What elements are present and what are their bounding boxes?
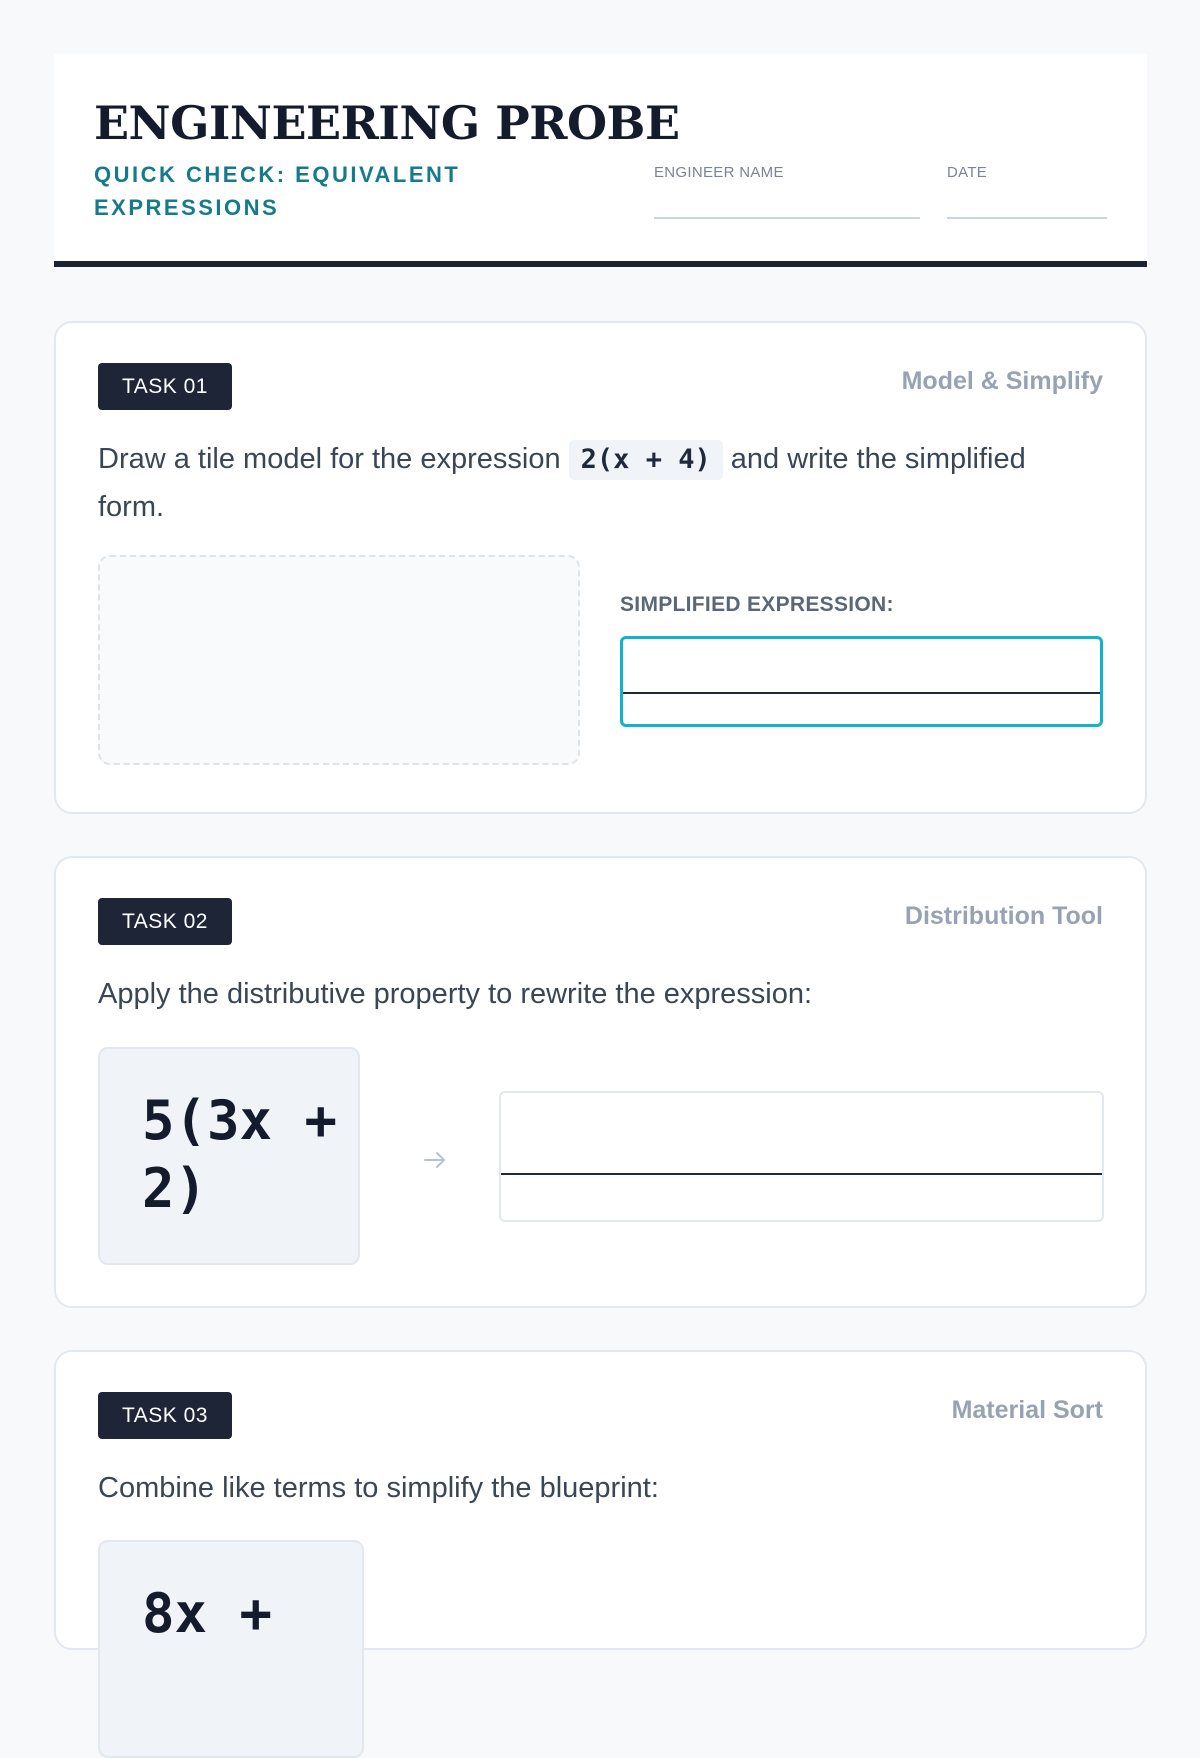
answer-line [623, 692, 1100, 694]
engineer-name-field[interactable] [654, 217, 920, 219]
task-badge: TASK 03 [98, 1392, 232, 1439]
page-title: ENGINEERING PROBE [94, 96, 680, 150]
task-category: Model & Simplify [901, 367, 1103, 395]
task-badge: TASK 02 [98, 898, 232, 945]
expression-text: 5(3x + 2) [142, 1089, 370, 1220]
task-badge: TASK 01 [98, 363, 232, 410]
instruction-text: Draw a tile model for the expression [98, 443, 561, 475]
instruction-text: and write the simplified form. [98, 443, 1026, 523]
engineer-name-label: ENGINEER NAME [654, 164, 784, 181]
page-subtitle: QUICK CHECK: EQUIVALENT EXPRESSIONS [94, 162, 461, 220]
rewritten-expression-input[interactable] [499, 1091, 1104, 1222]
expression-card [98, 1047, 370, 1265]
task-instruction: Combine like terms to simplify the blueprint: [98, 1472, 659, 1504]
task-category: Distribution Tool [904, 902, 1103, 930]
task-card-1 [54, 321, 1147, 814]
worksheet-header [54, 54, 1147, 267]
date-label: DATE [947, 164, 988, 181]
arrow-right-icon [422, 1147, 448, 1173]
task-category: Material Sort [951, 1396, 1103, 1424]
simplified-expression-input[interactable] [620, 636, 1103, 727]
task-card-3 [54, 1350, 1147, 1650]
expression-text: 8x + [142, 1582, 273, 1645]
expression-code: 2(x + 4) [569, 440, 723, 480]
expression-card [98, 1540, 364, 1758]
answer-line [501, 1173, 1102, 1175]
task-instruction [98, 435, 1098, 531]
tile-model-drawing-area[interactable] [98, 555, 580, 765]
date-field[interactable] [947, 217, 1107, 219]
answer-label: SIMPLIFIED EXPRESSION: [620, 593, 894, 616]
task-card-2 [54, 856, 1147, 1308]
task-instruction: Apply the distributive property to rewrite the expression: [98, 978, 813, 1010]
